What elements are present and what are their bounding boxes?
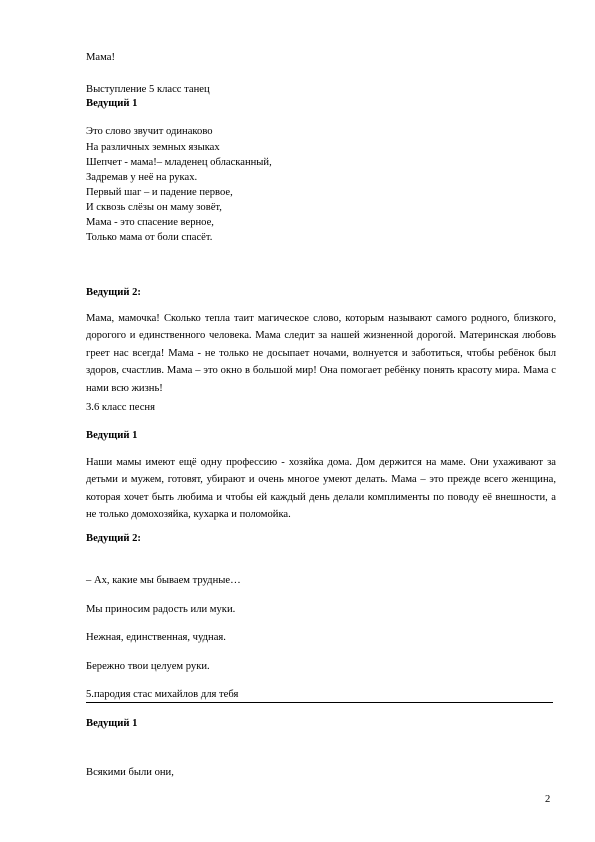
host-1-heading: Ведущий 1 <box>86 98 138 109</box>
page-number: 2 <box>545 794 551 805</box>
poem-1-line: Только мама от боли спасёт. <box>86 232 213 243</box>
poem-1-line: На различных земных языках <box>86 142 220 153</box>
poem-2-line: Мы приносим радость или муки. <box>86 604 236 615</box>
title: Мама! <box>86 52 115 63</box>
host-2-heading: Ведущий 2: <box>86 533 141 544</box>
host-1-heading: Ведущий 1 <box>86 718 138 729</box>
poem-1-line: Это слово звучит одинаково <box>86 126 213 137</box>
act-2: 3.6 класс песня <box>86 402 155 413</box>
poem-2-line: – Ах, какие мы бываем трудные… <box>86 575 241 586</box>
host-2-heading: Ведущий 2: <box>86 287 141 298</box>
act-1: Выступление 5 класс танец <box>86 84 210 95</box>
poem-1-line: Шепчет - мама!– младенец обласканный, <box>86 157 272 168</box>
poem-1-line: Задремав у неё на руках. <box>86 172 198 183</box>
closing-line: Всякими были они, <box>86 767 174 778</box>
poem-1-line: Мама - это спасение верное, <box>86 217 214 228</box>
act-3: 5.пародия стас михайлов для тебя <box>86 689 239 700</box>
horizontal-divider <box>86 702 553 703</box>
poem-2-line: Нежная, единственная, чудная. <box>86 632 226 643</box>
paragraph-mama: Мама, мамочка! Сколько тепла таит магическое слово, которым называют самого родного, близкого, дорогого и единственного человека. Мама следит за нашей жизненной дорогой. Материнская любовь греет нас всегда! Мама - не только не досыпает ночами, волнуется и заботиться, чтобы ребёнок был здоров, счастлив. Мама – это окно в большой мир! Она помогает ребёнку понять красоту мира. Мама с нами всю жизнь! <box>86 313 556 394</box>
host-1-heading: Ведущий 1 <box>86 430 138 441</box>
poem-2-line: Бережно твои целуем руки. <box>86 661 210 672</box>
paragraph-housewife: Наши мамы имеют ещё одну профессию - хозяйка дома. Дом держится на маме. Они ухаживают за детьми и мужем, готовят, убирают и очень многое умеют делать. Мама – это прежде всего женщина, которая хочет быть любима и чтобы ей каждый день делали комплименты по поводу её внешности, а не только домохозяйка, кухарка и поломойка. <box>86 457 556 521</box>
poem-1-line: Первый шаг – и падение первое, <box>86 187 233 198</box>
poem-1-line: И сквозь слёзы он маму зовёт, <box>86 202 222 213</box>
